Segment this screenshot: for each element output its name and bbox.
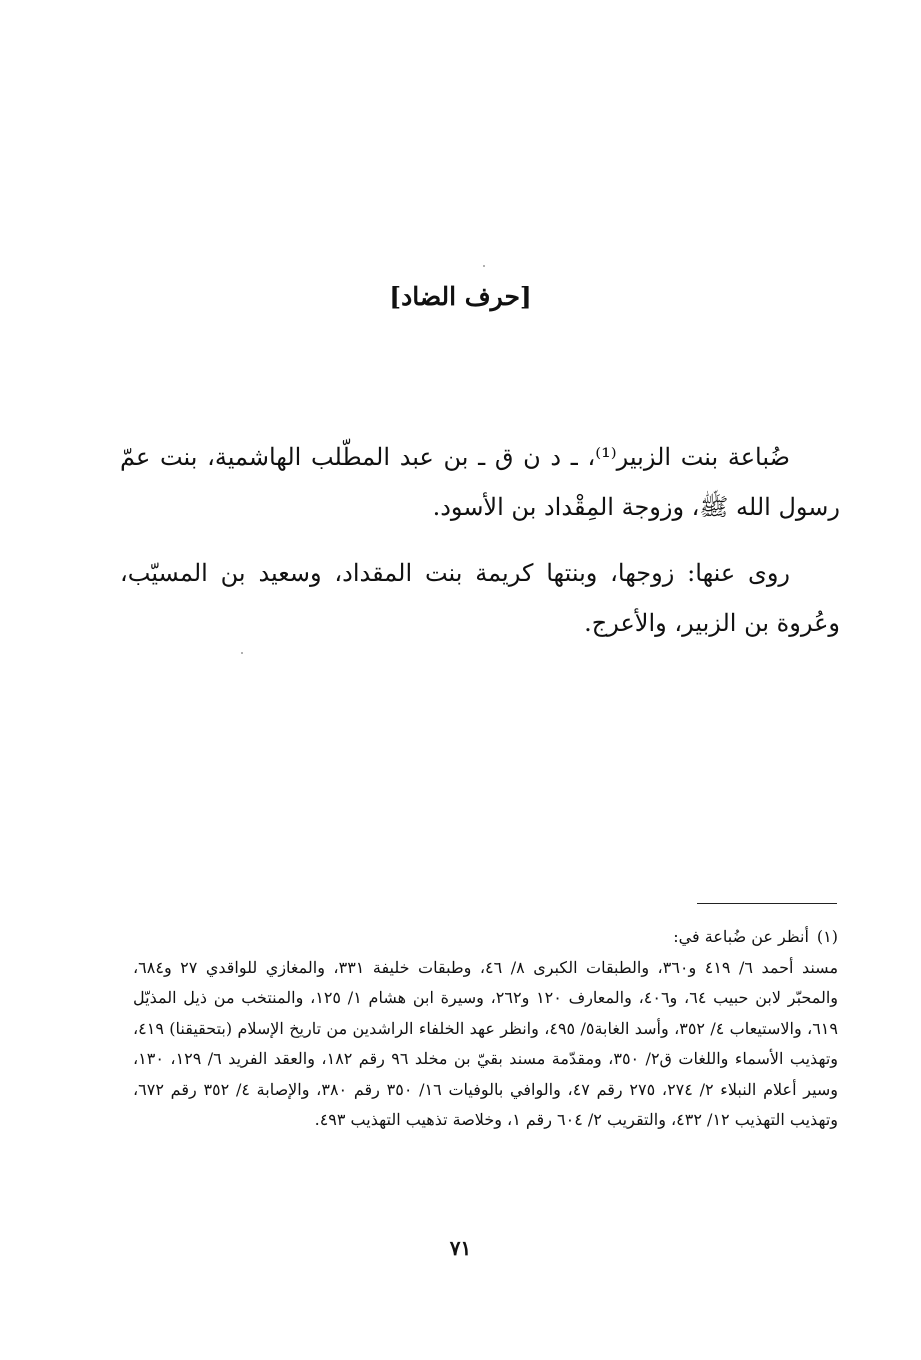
entry-paragraph-1: ضُباعة بنت الزبير⁽¹⁾، ـ د ن ق ـ بن عبد المطّلب الهاشمية، بنت عمّ رسول الله ﷺ، وزوجة المِقْداد بن الأسود. [120, 443, 840, 521]
footnote-intro-line [133, 922, 838, 953]
page-number: ٧١ [449, 1236, 472, 1260]
footnote-marker: (١) [816, 927, 838, 946]
footnote-text: مسند أحمد ٦/ ٤١٩ و٣٦٠، والطبقات الكبرى ٨/ ٤٦، وطبقات خليفة ٣٣١، والمغازي للواقدي ٢٧ و٦٨٤، والمحبّر لابن حبيب ٦٤، و٤٠٦، والمعارف ١٢٠ و٢٦٢، وسيرة ابن هشام ١/ ١٢٥، والمنتخب من ذيل المذيّل ٦١٩، والاستيعاب ٤/ ٣٥٢، وأسد الغابة٥/ ٤٩٥، وانظر عهد الخلفاء الراشدين من تاريخ الإسلام (بتحقيقنا) ٤١٩، وتهذيب الأسماء واللغات ق٢/ ٣٥٠، ومقدّمة مسند بقيّ بن مخلد ٩٦ رقم ١٨٢، والعقد الفريد ٦/ ١٢٩، ١٣٠، وسير أعلام النبلاء ٢/ ٢٧٤، ٢٧٥ رقم ٤٧، والوافي بالوفيات ١٦/ ٣٥٠ رقم ٣٨٠، والإصابة ٤/ ٣٥٢ رقم ٦٧٢، وتهذيب التهذيب ١٢/ ٤٣٢، والتقريب ٢/ ٦٠٤ رقم ١، وخلاصة تذهيب التهذيب ٤٩٣. [133, 957, 839, 1129]
footnote-separator [697, 903, 837, 904]
footnote-block [133, 922, 838, 1136]
scan-speck [483, 265, 485, 267]
scan-speck [241, 652, 243, 654]
section-title: [حرف الضاد] [389, 282, 532, 311]
entry-paragraph-2: روى عنها: زوجها، وبنتها كريمة بنت المقداد، وسعيد بن المسيّب، وعُروة بن الزبير، والأعرج. [120, 559, 840, 637]
footnote-intro: أنظر عن ضُباعة في: [673, 927, 809, 946]
biography-entry [120, 432, 840, 664]
